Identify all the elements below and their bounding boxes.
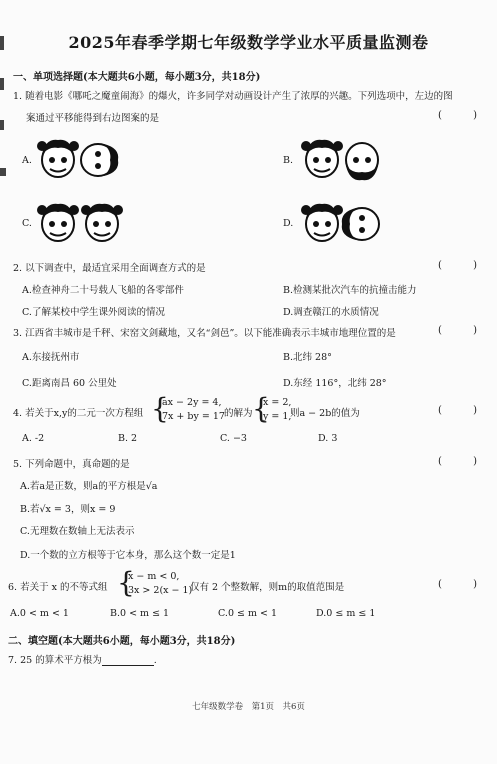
q3-stem: 3. 江西省丰城市是千秤、宋窑文剑藏地，又名“剑邑”。以下能准确表示丰城市地理位置的是 (13, 328, 396, 339)
q3-option-a: A.东接抚州市 (22, 352, 80, 363)
q5-answer-paren: ( ) (438, 456, 491, 467)
q1-option-c-label: C. (22, 218, 32, 229)
q4-option-c: C. −3 (220, 433, 247, 444)
q4-suffix: 则a − 2b的值为 (290, 408, 360, 419)
q4-system-brace: { (151, 392, 169, 425)
q7-stem: 7. 25 的算术平方根为 (8, 655, 102, 666)
q5-option-b: B.若√x = 3，则x = 9 (20, 504, 116, 515)
q1-option-b-image (300, 136, 400, 186)
q4-equation-2: 7x + by = 17 (162, 411, 225, 422)
q7-answer-blank[interactable] (102, 655, 154, 666)
q6-suffix: 仅有 2 个整数解，则m的取值范围是 (190, 582, 345, 593)
q4-answer-paren: ( ) (438, 405, 491, 416)
q1-option-d-image (300, 200, 400, 250)
binding-mark (0, 168, 6, 176)
q6-option-d: D.0 ≤ m ≤ 1 (316, 608, 376, 619)
nezha-head-left-icon (301, 140, 343, 177)
q1-line2: 案通过平移能得到右边图案的是 (26, 113, 160, 124)
q2-option-a: A.检查神舟二十号载人飞船的各零部件 (22, 285, 184, 296)
binding-mark (0, 120, 4, 130)
q6-option-b: B.0 < m ≤ 1 (110, 608, 170, 619)
nezha-head-rotated-icon (81, 144, 118, 176)
q7-line: 7. 25 的算术平方根为 . (8, 655, 157, 666)
nezha-head-rotated-icon (342, 208, 379, 240)
q1-option-c-image (36, 200, 136, 250)
q2-stem: 2. 以下调查中，最适宜采用全面调查方式的是 (13, 263, 206, 274)
q5-option-a: A.若a是正数，则a的平方根是√a (20, 481, 158, 492)
binding-mark (0, 78, 4, 90)
q4-option-a: A. -2 (22, 433, 45, 444)
q5-option-c: C.无理数在数轴上无法表示 (20, 526, 135, 537)
q1-line1: 1. 随着电影《哪吒之魔童闹海》的爆火，许多同学对动画设计产生了浓厚的兴趣。下列选项中，左边的图 (13, 91, 453, 102)
q4-solution-brace: { (252, 392, 270, 425)
q4-mid: 的解为 (224, 408, 253, 419)
q4-solution-2: y = 1, (263, 411, 292, 422)
nezha-head-left-icon (301, 204, 343, 241)
q6-option-c: C.0 ≤ m < 1 (218, 608, 278, 619)
nezha-head-flipped-icon (346, 143, 378, 180)
q6-answer-paren: ( ) (438, 579, 491, 590)
nezha-head-left-icon (37, 204, 79, 241)
q2-option-b: B.检测某批次汽车的抗撞击能力 (283, 285, 417, 296)
nezha-head-translated-icon (81, 204, 123, 241)
q3-answer-paren: ( ) (438, 325, 491, 336)
q2-answer-paren: ( ) (438, 260, 491, 271)
q2-option-c: C.了解某校中学生课外阅读的情况 (22, 307, 165, 318)
q5-stem: 5. 下列命题中，真命题的是 (13, 459, 130, 470)
exam-title: 2025年春季学期七年级数学学业水平质量监测卷 (68, 33, 429, 52)
page-footer: 七年级数学卷 第1页 共6页 (192, 702, 305, 712)
q1-option-d-label: D. (283, 218, 294, 229)
q6-system-brace: { (117, 566, 135, 599)
q6-inequality-2: 3x > 2(x − 1) (128, 585, 193, 596)
q3-option-b: B.北纬 28° (283, 352, 332, 363)
q4-option-d: D. 3 (318, 433, 338, 444)
q2-option-d: D.调查赣江的水质情况 (283, 307, 379, 318)
q6-inequality-1: x − m < 0, (128, 571, 180, 582)
section1-heading: 一、单项选择题(本大题共6小题，每小题3分，共18分) (13, 72, 261, 83)
q1-option-a-image (36, 136, 136, 186)
q4-equation-1: ax − 2y = 4, (162, 397, 222, 408)
q1-option-a-label: A. (22, 155, 32, 166)
q3-option-c: C.距离南昌 60 公里处 (22, 378, 117, 389)
q1-option-b-label: B. (283, 155, 294, 166)
q4-solution-1: x = 2, (263, 397, 292, 408)
q3-option-d: D.东经 116°，北纬 28° (283, 378, 387, 389)
section2-heading: 二、填空题(本大题共6小题，每小题3分，共18分) (8, 636, 236, 647)
q6-option-a: A.0 < m < 1 (10, 608, 69, 619)
q5-option-d: D.一个数的立方根等于它本身，那么这个数一定是1 (20, 550, 236, 561)
q6-prefix: 6. 若关于 x 的不等式组 (8, 582, 108, 593)
q4-prefix: 4. 若关于x,y的二元一次方程组 (13, 408, 144, 419)
nezha-head-left-icon (37, 140, 79, 177)
q4-option-b: B. 2 (118, 433, 138, 444)
q1-answer-paren: ( ) (438, 110, 491, 121)
